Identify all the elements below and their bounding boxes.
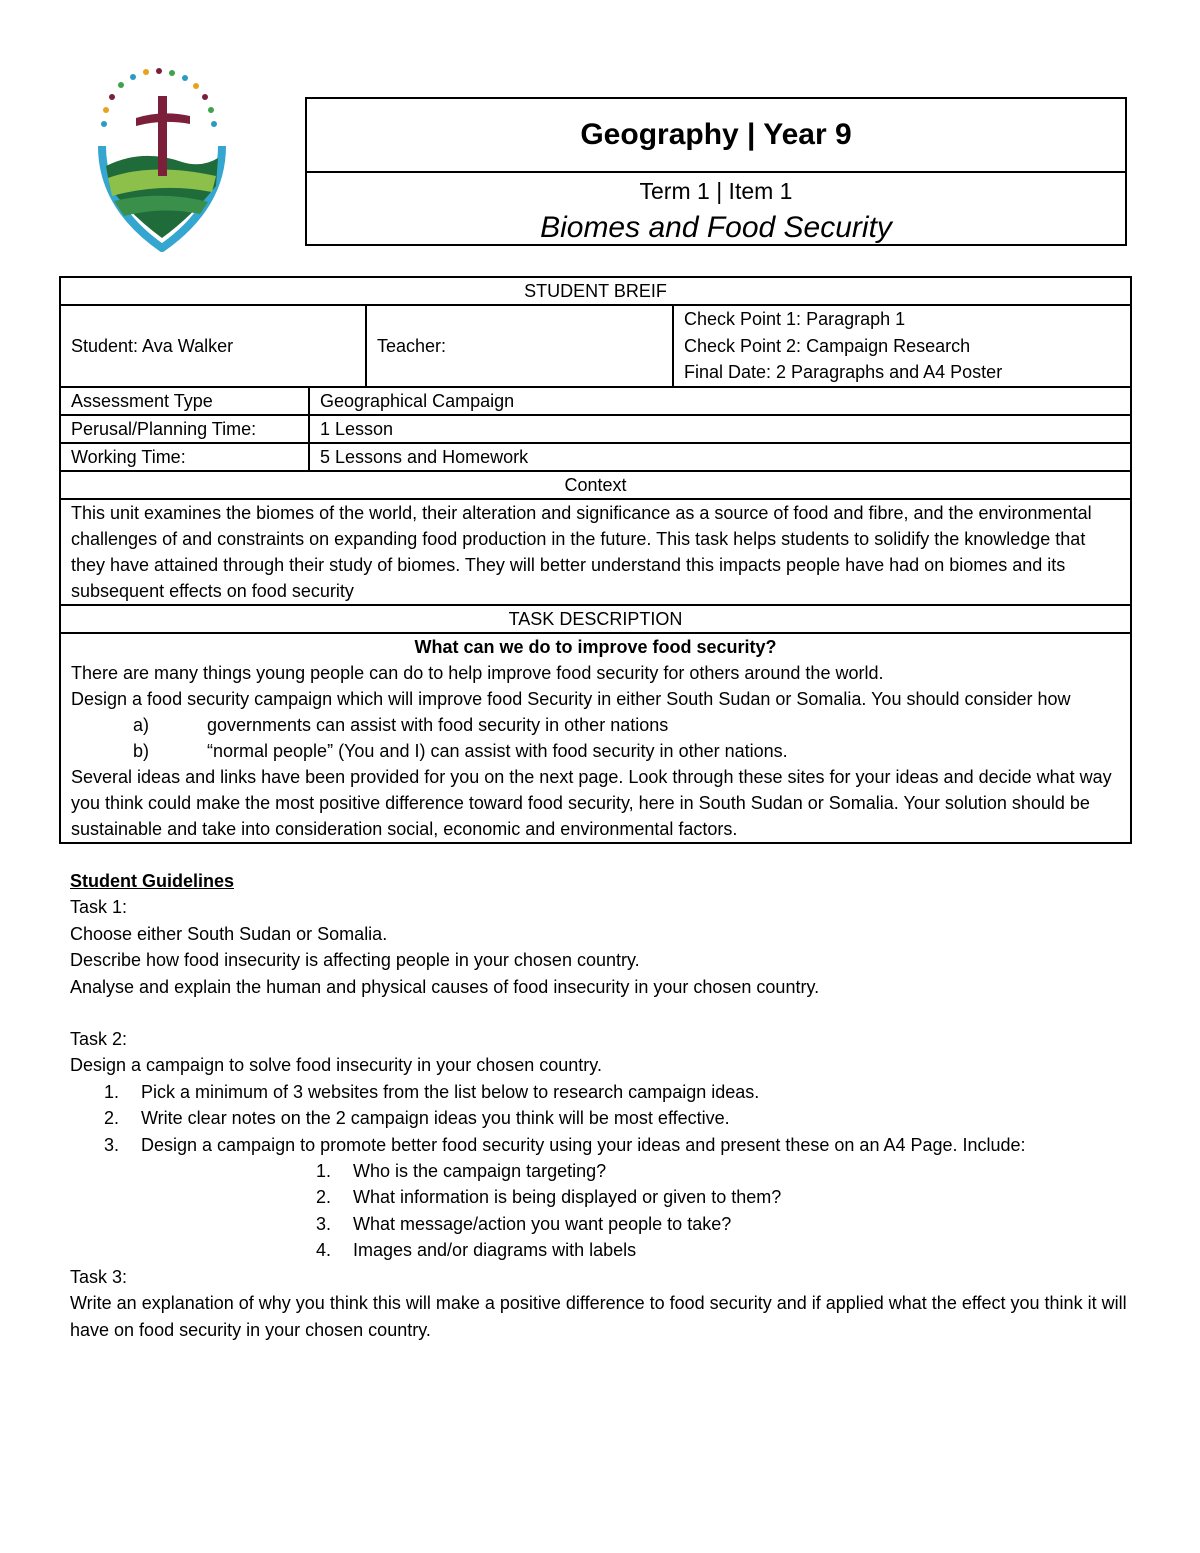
term-item: Term 1 | Item 1 xyxy=(639,178,793,204)
perusal-time-label: Perusal/Planning Time: xyxy=(60,415,309,443)
task2-label: Task 2: xyxy=(70,1029,128,1050)
task1-line-2: Describe how food insecurity is affecting people in your chosen country. xyxy=(70,950,640,971)
list-item: 1. Who is the campaign targeting? xyxy=(316,1161,607,1182)
brief-heading: STUDENT BREIF xyxy=(60,277,1131,305)
unit-title: Biomes and Food Security xyxy=(540,211,892,244)
task-description-heading: TASK DESCRIPTION xyxy=(60,605,1131,633)
task1-label: Task 1: xyxy=(70,897,128,918)
task2-include-list xyxy=(70,1158,1130,1264)
working-time-value: 5 Lessons and Homework xyxy=(309,443,1131,471)
task-description xyxy=(60,633,1131,843)
task3-label: Task 3: xyxy=(70,1266,128,1287)
task2-steps xyxy=(70,1079,1130,1158)
list-item: 3. What message/action you want people to take? xyxy=(316,1213,732,1234)
checkpoints xyxy=(673,305,1131,387)
working-time-label: Working Time: xyxy=(60,443,309,471)
context-text: This unit examines the biomes of the world, their alteration and significance as a source of food and fibre, and the environmental challenges of and constraints on expanding food production in the future. This task helps students to solidify the knowledge that they have attained through their study of biomes. They will better understand this impacts people have had on biomes and its subsequent effects on food security xyxy=(60,499,1131,605)
header-details xyxy=(307,178,1125,245)
school-logo xyxy=(92,66,232,252)
final-date: Final Date: 2 Paragraphs and A4 Poster xyxy=(684,362,1003,382)
task-paragraph-1: There are many things young people can do to help improve food security for others around the world. xyxy=(71,662,884,683)
task2-intro: Design a campaign to solve food insecurity in your chosen country. xyxy=(70,1055,602,1076)
student-name: Student: Ava Walker xyxy=(60,305,366,387)
context-heading: Context xyxy=(60,471,1131,499)
checkpoint-2: Check Point 2: Campaign Research xyxy=(684,335,971,356)
student-brief-table xyxy=(59,276,1132,844)
checkpoint-1: Check Point 1: Paragraph 1 xyxy=(684,309,906,329)
task3-text: Write an explanation of why you think this will make a positive difference to food security and if applied what the effect you think it will have on food security in your chosen country. xyxy=(70,1293,1127,1340)
task1-line-3: Analyse and explain the human and physical causes of food insecurity in your chosen country. xyxy=(70,976,820,997)
assessment-type-label: Assessment Type xyxy=(60,387,309,415)
task-paragraph-2: Design a food security campaign which will improve food Security in either South Sudan or Somalia. You should consider how xyxy=(71,688,1071,709)
task-item-a: a) governments can assist with food security in other nations xyxy=(133,714,669,735)
teacher-name: Teacher: xyxy=(366,305,673,387)
guidelines-heading: Student Guidelines xyxy=(70,871,235,891)
list-item: 4. Images and/or diagrams with labels xyxy=(316,1240,637,1261)
list-item: 1. Pick a minimum of 3 websites from the list below to research campaign ideas. xyxy=(104,1081,760,1102)
list-item: 2. Write clear notes on the 2 campaign ideas you think will be most effective. xyxy=(104,1108,730,1129)
student-guidelines xyxy=(70,868,1130,1343)
assessment-type-value: Geographical Campaign xyxy=(309,387,1131,415)
task1-line-1: Choose either South Sudan or Somalia. xyxy=(70,923,388,944)
task-paragraph-3: Several ideas and links have been provided for you on the next page. Look through these sites for your ideas and decide what way you think could make the most positive difference toward food security, here in South Sudan or Somalia. Your solution should be sustainable and take into consideration social, economic and environmental factors. xyxy=(71,766,1112,839)
task-question: What can we do to improve food security? xyxy=(414,636,777,657)
list-item: 2. What information is being displayed or given to them? xyxy=(316,1187,782,1208)
list-item: 3. Design a campaign to promote better food security using your ideas and present these on an A4 Page. Include: xyxy=(104,1134,1026,1155)
task-item-b: b) “normal people” (You and I) can assist with food security in other nations. xyxy=(133,740,788,761)
subject-title: Geography | Year 9 xyxy=(307,99,1125,173)
perusal-time-value: 1 Lesson xyxy=(309,415,1131,443)
header-box xyxy=(305,97,1127,246)
